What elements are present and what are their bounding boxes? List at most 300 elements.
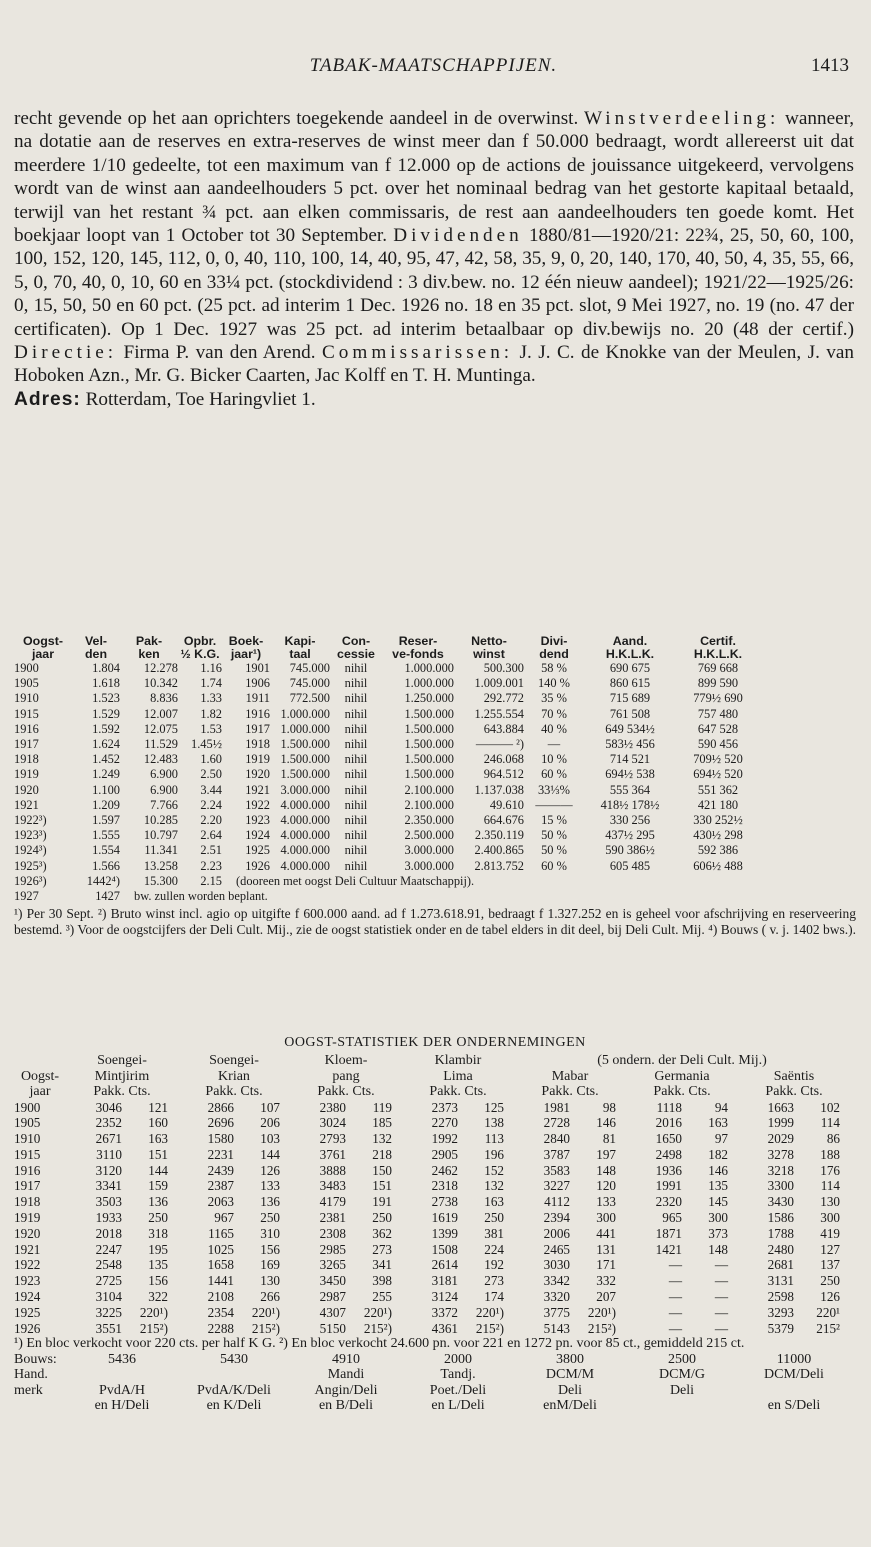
table-cell-pair	[626, 1289, 738, 1305]
cts-value: 102	[820, 1099, 840, 1115]
table-cell: 1924³)	[14, 843, 47, 858]
table-cell-pair	[626, 1305, 738, 1321]
cts-value: 220¹)	[475, 1304, 504, 1320]
table-cell-pair	[178, 1273, 290, 1289]
table-cell-pair	[738, 1163, 850, 1179]
table-cell: 3.44	[200, 782, 222, 797]
cts-value: 215²)	[363, 1320, 392, 1336]
pakk-value: 1871	[655, 1225, 682, 1241]
table-cell: 647 528	[697, 721, 739, 736]
table-cell: 1.555	[92, 828, 120, 843]
table-row	[14, 1115, 856, 1131]
pakk-value: 2381	[319, 1210, 346, 1226]
table-cell: DCM/G	[659, 1367, 705, 1383]
cts-value: 215²)	[251, 1320, 280, 1336]
pakk-value: 3124	[431, 1289, 458, 1305]
table-cell: 12.483	[143, 752, 178, 767]
table-cell-pair	[514, 1115, 626, 1131]
pakk-value: 3278	[767, 1146, 794, 1162]
column-header: Aand. H.K.L.K.	[605, 634, 655, 661]
table-row	[14, 1163, 856, 1179]
table-cell: Tandj.	[440, 1367, 476, 1383]
pakk-value: —	[668, 1289, 682, 1305]
table-cell-pair	[290, 1210, 402, 1226]
pakk-value: 3775	[543, 1304, 570, 1320]
pakk-value: 3104	[95, 1289, 122, 1305]
table-cell: 2500	[668, 1351, 696, 1367]
table-cell: 246.068	[483, 752, 524, 767]
pakk-value: 1580	[207, 1131, 234, 1147]
table-cell	[626, 1398, 738, 1414]
pakk-value: 2016	[655, 1115, 682, 1131]
table-cell: PvdA/H	[99, 1382, 145, 1398]
table-cell: 1917	[14, 737, 39, 752]
cts-value: 119	[372, 1099, 392, 1115]
table-cell: 2.20	[200, 813, 222, 828]
table-cell: 4.000.000	[280, 858, 330, 873]
pakk-value: 3227	[543, 1178, 570, 1194]
table-cell-pair	[290, 1147, 402, 1163]
table-cell-pair	[178, 1194, 290, 1210]
table-cell: 1921	[245, 782, 270, 797]
table-cell: nihil	[344, 813, 368, 828]
cts-value: 220¹)	[363, 1304, 392, 1320]
table-cell: 1910	[14, 691, 39, 706]
table-cell-pair	[178, 1178, 290, 1194]
cts-value: 300	[708, 1210, 728, 1226]
table-cell-pair	[514, 1131, 626, 1147]
table-cell: DCM/M	[545, 1367, 595, 1383]
pakk-value: 2840	[543, 1131, 570, 1147]
table-cell: 1.209	[92, 797, 120, 812]
table-cell: 1915	[14, 1146, 41, 1162]
pakk-value: —	[668, 1320, 682, 1336]
pakk-value: 2793	[319, 1131, 346, 1147]
table-cell	[738, 1383, 850, 1399]
pakk-value: 4361	[431, 1320, 458, 1336]
pakk-value: 1025	[207, 1241, 234, 1257]
pakk-value: 3293	[767, 1304, 794, 1320]
table-cell: 1.137.038	[474, 782, 524, 797]
column-header: Kapi- taal	[284, 634, 316, 661]
cts-value: 300	[596, 1210, 616, 1226]
page-title: TABAK-MAATSCHAPPIJEN.	[309, 55, 558, 76]
table-cell-pair	[178, 1226, 290, 1242]
table-cell: 1925	[245, 843, 270, 858]
table-cell-pair	[66, 1210, 178, 1226]
column-header: Con- cessie	[337, 634, 375, 661]
table-cell-pair	[178, 1131, 290, 1147]
column-header: Pakk. Cts.	[205, 1084, 263, 1099]
cts-value: 398	[372, 1273, 392, 1289]
pakk-value: 2671	[95, 1131, 122, 1147]
table-cell: 1.000.000	[280, 721, 330, 736]
table-cell-pair	[66, 1163, 178, 1179]
table-cell-pair	[290, 1321, 402, 1337]
table-cell: en L/Deli	[431, 1398, 485, 1414]
pakk-value: 2738	[431, 1194, 458, 1210]
cts-value: 220¹)	[587, 1304, 616, 1320]
cts-value: 126	[820, 1289, 840, 1305]
table-cell: 1.33	[200, 691, 222, 706]
table-cell: 1924	[245, 828, 270, 843]
table-cell: 1918	[245, 737, 270, 752]
table-cell: 1.000.000	[404, 661, 454, 675]
table-row	[14, 1210, 856, 1226]
table-cell: 1.554	[92, 843, 120, 858]
table-cell: 12.007	[143, 706, 178, 721]
pakk-value: 1658	[207, 1257, 234, 1273]
cts-value: 224	[484, 1241, 504, 1257]
table-cell: 4.000.000	[280, 797, 330, 812]
cts-value: 197	[596, 1146, 616, 1162]
table-cell-pair	[290, 1194, 402, 1210]
table-cell: 1.618	[92, 676, 120, 691]
table-cell: 1919	[14, 1210, 41, 1226]
table-row	[14, 661, 856, 676]
table-cell: 5430	[220, 1351, 248, 1367]
table-cell: 1911	[245, 691, 270, 706]
table-cell: 1.804	[92, 661, 120, 675]
table-cell: 1.500.000	[404, 721, 454, 736]
pakk-value: 2380	[319, 1099, 346, 1115]
table-cell: 1906	[245, 676, 270, 691]
table-cell: nihil	[344, 661, 368, 675]
table-cell: 1905	[14, 676, 39, 691]
table-cell: 1427	[95, 889, 120, 904]
pakk-value: 2905	[431, 1146, 458, 1162]
pakk-value: 1999	[767, 1115, 794, 1131]
cts-value: 163	[484, 1194, 504, 1210]
pakk-value: 3320	[543, 1289, 570, 1305]
pakk-value: 2029	[767, 1131, 794, 1147]
cts-value: 250	[260, 1210, 280, 1226]
column-header: Divi- dend	[539, 634, 569, 661]
table-row	[14, 1147, 856, 1163]
table-cell-pair	[402, 1100, 514, 1116]
table-row	[14, 1257, 856, 1273]
table-cell: 1900	[14, 1099, 41, 1115]
table-cell-pair	[626, 1194, 738, 1210]
table-cell: nihil	[344, 828, 368, 843]
pakk-value: 2987	[319, 1289, 346, 1305]
pakk-value: 2247	[95, 1241, 122, 1257]
table-cell: 58 %	[541, 661, 567, 675]
table-cell: 1.009.001	[474, 676, 524, 691]
table-cell-pair	[514, 1163, 626, 1179]
cts-value: 332	[596, 1273, 616, 1289]
cts-value: 188	[820, 1146, 840, 1162]
table-row	[14, 691, 856, 706]
table-cell-pair	[290, 1178, 402, 1194]
table-cell: 745.000	[289, 661, 330, 675]
cts-value: 250	[372, 1210, 392, 1226]
table-cell: 1922³)	[14, 813, 47, 828]
dividend-label: Dividenden	[393, 225, 523, 247]
table-cell-pair	[178, 1163, 290, 1179]
pakk-value: 2063	[207, 1194, 234, 1210]
pakk-value: 4179	[319, 1194, 346, 1210]
table-cell: nihil	[344, 843, 368, 858]
cts-value: 215²)	[139, 1320, 168, 1336]
adres-value: Rotterdam, Toe Haringvliet 1.	[85, 388, 316, 410]
cts-value: 130	[260, 1273, 280, 1289]
cts-value: 191	[372, 1194, 392, 1210]
table-cell-pair	[290, 1163, 402, 1179]
cts-value: 159	[148, 1178, 168, 1194]
commissarissen-label: Commissarissen:	[322, 342, 514, 364]
table-row	[14, 1273, 856, 1289]
table-cell: 292.772	[483, 691, 524, 706]
table-cell: 2.500.000	[404, 828, 454, 843]
column-header: Pak- ken	[135, 634, 163, 661]
table-cell: 12.278	[143, 661, 178, 675]
cts-value: 322	[148, 1289, 168, 1305]
pakk-value: 2354	[207, 1304, 234, 1320]
cts-value: 171	[596, 1257, 616, 1273]
table-cell: 1.566	[92, 858, 120, 873]
table-cell: —	[547, 737, 561, 752]
table-cell-pair	[402, 1115, 514, 1131]
page-header	[14, 55, 853, 83]
table-cell: 1923	[14, 1273, 41, 1289]
column-header: Reser- ve-fonds	[392, 634, 444, 661]
table-cell-pair	[738, 1242, 850, 1258]
table-cell: 1900	[14, 661, 39, 675]
cts-value: —	[714, 1257, 728, 1273]
table-cell: en B/Deli	[318, 1398, 374, 1414]
pakk-value: 1981	[543, 1099, 570, 1115]
pakk-value: 2681	[767, 1257, 794, 1273]
table-cell: 1901	[245, 661, 270, 675]
table-cell-pair	[290, 1226, 402, 1242]
pakk-value: 967	[214, 1210, 234, 1226]
table-cell: 11000	[776, 1351, 812, 1367]
pakk-value: 3120	[95, 1162, 122, 1178]
cts-value: 103	[260, 1131, 280, 1147]
table-cell: 1905	[14, 1115, 41, 1131]
table-row	[14, 813, 856, 828]
page-number: 1413	[811, 55, 849, 76]
table-cell-pair	[66, 1100, 178, 1116]
cts-value: 318	[148, 1225, 168, 1241]
table-cell: 50 %	[541, 843, 567, 858]
cts-value: 441	[596, 1225, 616, 1241]
table-cell-pair	[402, 1147, 514, 1163]
cts-value: 148	[708, 1241, 728, 1257]
cts-value: 220¹	[816, 1304, 840, 1320]
column-header: Pakk. Cts.	[93, 1084, 151, 1099]
cts-value: —	[714, 1273, 728, 1289]
cts-value: 94	[714, 1099, 728, 1115]
table-cell-pair	[402, 1305, 514, 1321]
financial-table-body	[14, 661, 856, 904]
table-cell: Bouws:	[14, 1351, 57, 1367]
table-cell: nihil	[344, 782, 368, 797]
table-cell-pair	[626, 1257, 738, 1273]
table-cell: nihil	[344, 706, 368, 721]
table-cell: 1922	[14, 1257, 41, 1273]
pakk-value: 1991	[655, 1178, 682, 1194]
financial-table-header	[14, 635, 856, 661]
table-row	[14, 767, 856, 782]
table-cell: 1.53	[200, 721, 222, 736]
cts-value: 151	[372, 1178, 392, 1194]
table-cell: 4910	[332, 1351, 360, 1367]
pakk-value: 4307	[319, 1304, 346, 1320]
directie-label: Directie:	[14, 342, 118, 364]
pakk-value: 3787	[543, 1146, 570, 1162]
table-cell	[66, 1367, 178, 1383]
harvest-table	[14, 1035, 856, 1414]
cts-value: 160	[148, 1115, 168, 1131]
cts-value: 136	[148, 1194, 168, 1210]
table-cell: 1923	[245, 813, 270, 828]
column-header: Klambir	[434, 1053, 482, 1068]
table-cell: 1.452	[92, 752, 120, 767]
table-cell-pair	[626, 1273, 738, 1289]
column-header: Pakk. Cts.	[317, 1084, 375, 1099]
cts-value: 114	[820, 1178, 840, 1194]
cts-value: 81	[602, 1131, 616, 1147]
pakk-value: 2866	[207, 1099, 234, 1115]
pakk-value: 3430	[767, 1194, 794, 1210]
pakk-value: 3342	[543, 1273, 570, 1289]
table-cell: 1.000.000	[280, 706, 330, 721]
table-cell-pair	[66, 1131, 178, 1147]
table-cell-pair	[514, 1242, 626, 1258]
pakk-value: 1619	[431, 1210, 458, 1226]
cts-value: 86	[826, 1131, 840, 1147]
column-header: Vel- den	[84, 634, 108, 661]
table-cell: 10.285	[143, 813, 178, 828]
column-header	[14, 1053, 66, 1069]
pakk-value: 2270	[431, 1115, 458, 1131]
cts-value: 176	[820, 1162, 840, 1178]
cts-value: 132	[484, 1178, 504, 1194]
table-cell: nihil	[344, 691, 368, 706]
table-cell: 1926	[245, 858, 270, 873]
table-cell: 1920	[14, 1225, 41, 1241]
column-header: Pakk. Cts.	[429, 1084, 487, 1099]
table-cell: 500.300	[483, 661, 524, 675]
cts-value: 215²	[816, 1320, 840, 1336]
cts-value: 381	[484, 1225, 504, 1241]
table-cell: 3.000.000	[404, 843, 454, 858]
cts-value: 273	[372, 1241, 392, 1257]
table-cell: 3.000.000	[404, 858, 454, 873]
table-cell-pair	[290, 1273, 402, 1289]
adres-label: Adres:	[14, 388, 81, 410]
table-cell: 1921	[14, 1241, 41, 1257]
table-cell: 1917	[245, 721, 270, 736]
pakk-value: 1399	[431, 1225, 458, 1241]
cts-value: 113	[484, 1131, 504, 1147]
table-cell: 1916	[14, 1162, 41, 1178]
pakk-value: 2498	[655, 1146, 682, 1162]
table-cell-pair	[514, 1210, 626, 1226]
table-cell: 15.300	[143, 873, 178, 888]
table-cell-pair	[402, 1321, 514, 1337]
table-cell: 421 180	[697, 797, 739, 812]
financial-table	[14, 635, 856, 937]
table-cell: 1920	[245, 767, 270, 782]
table-cell: 1.500.000	[404, 706, 454, 721]
pakk-value: 965	[662, 1210, 682, 1226]
table-cell: 437½ 295	[605, 828, 655, 843]
column-header: Germania	[654, 1068, 710, 1084]
table-cell-pair	[402, 1226, 514, 1242]
footer-row	[14, 1367, 856, 1383]
table-cell-pair	[626, 1226, 738, 1242]
table-cell: 1.500.000	[404, 737, 454, 752]
table-cell: 8.836	[150, 691, 178, 706]
table-row	[14, 1305, 856, 1321]
cts-value: 97	[714, 1131, 728, 1147]
table-cell-pair	[626, 1210, 738, 1226]
cts-value: 266	[260, 1289, 280, 1305]
column-header: Kloem-	[324, 1053, 368, 1068]
table-cell: 330 252½	[693, 813, 743, 828]
column-header: Opbr. ½ K.G.	[180, 634, 220, 661]
table-cell: 1.500.000	[280, 752, 330, 767]
pakk-value: 2308	[319, 1225, 346, 1241]
table-cell: 418½ 178½	[600, 797, 660, 812]
pakk-value: 2725	[95, 1273, 122, 1289]
table-cell: 140 %	[537, 676, 570, 691]
table-cell: 769 668	[697, 661, 739, 675]
cts-value: 135	[708, 1178, 728, 1194]
pakk-value: 2548	[95, 1257, 122, 1273]
table-cell: 1.82	[200, 706, 222, 721]
cts-value: 156	[260, 1241, 280, 1257]
table-cell: 555 364	[609, 782, 651, 797]
table-cell-pair	[626, 1163, 738, 1179]
table-cell: 6.900	[150, 782, 178, 797]
table-cell: nihil	[344, 767, 368, 782]
pakk-value: 1118	[656, 1099, 682, 1115]
harvest-table-title: OOGST-STATISTIEK DER ONDERNEMINGEN	[284, 1035, 586, 1050]
table-cell-pair	[402, 1242, 514, 1258]
table-cell: 1920	[14, 782, 39, 797]
body-paragraph	[14, 107, 854, 388]
table-row	[14, 1289, 856, 1305]
table-cell: 1.45½	[191, 737, 222, 752]
table-cell-pair	[514, 1305, 626, 1321]
pakk-value: 1421	[655, 1241, 682, 1257]
pakk-value: 1992	[431, 1131, 458, 1147]
cts-value: 146	[708, 1162, 728, 1178]
pakk-value: 2728	[543, 1115, 570, 1131]
text-line: Firma P. van den Arend.	[117, 342, 316, 364]
table-cell-pair	[66, 1289, 178, 1305]
table-cell: 50 %	[541, 828, 567, 843]
table-cell: 664.676	[483, 813, 524, 828]
table-cell: bw. zullen worden beplant.	[134, 889, 268, 904]
table-row	[14, 783, 856, 798]
table-cell-pair	[738, 1289, 850, 1305]
winst-label: Winstverdeeling:	[583, 108, 780, 129]
cts-value: 131	[596, 1241, 616, 1257]
table-cell: Hand.	[14, 1367, 48, 1383]
pakk-value: 3181	[431, 1273, 458, 1289]
cts-value: 273	[484, 1273, 504, 1289]
cts-value: 218	[372, 1146, 392, 1162]
pakk-value: 2318	[431, 1178, 458, 1194]
table-cell: 745.000	[289, 676, 330, 691]
column-header: (5 ondern. der Deli Cult. Mij.)	[597, 1053, 767, 1068]
body-text	[14, 107, 854, 411]
